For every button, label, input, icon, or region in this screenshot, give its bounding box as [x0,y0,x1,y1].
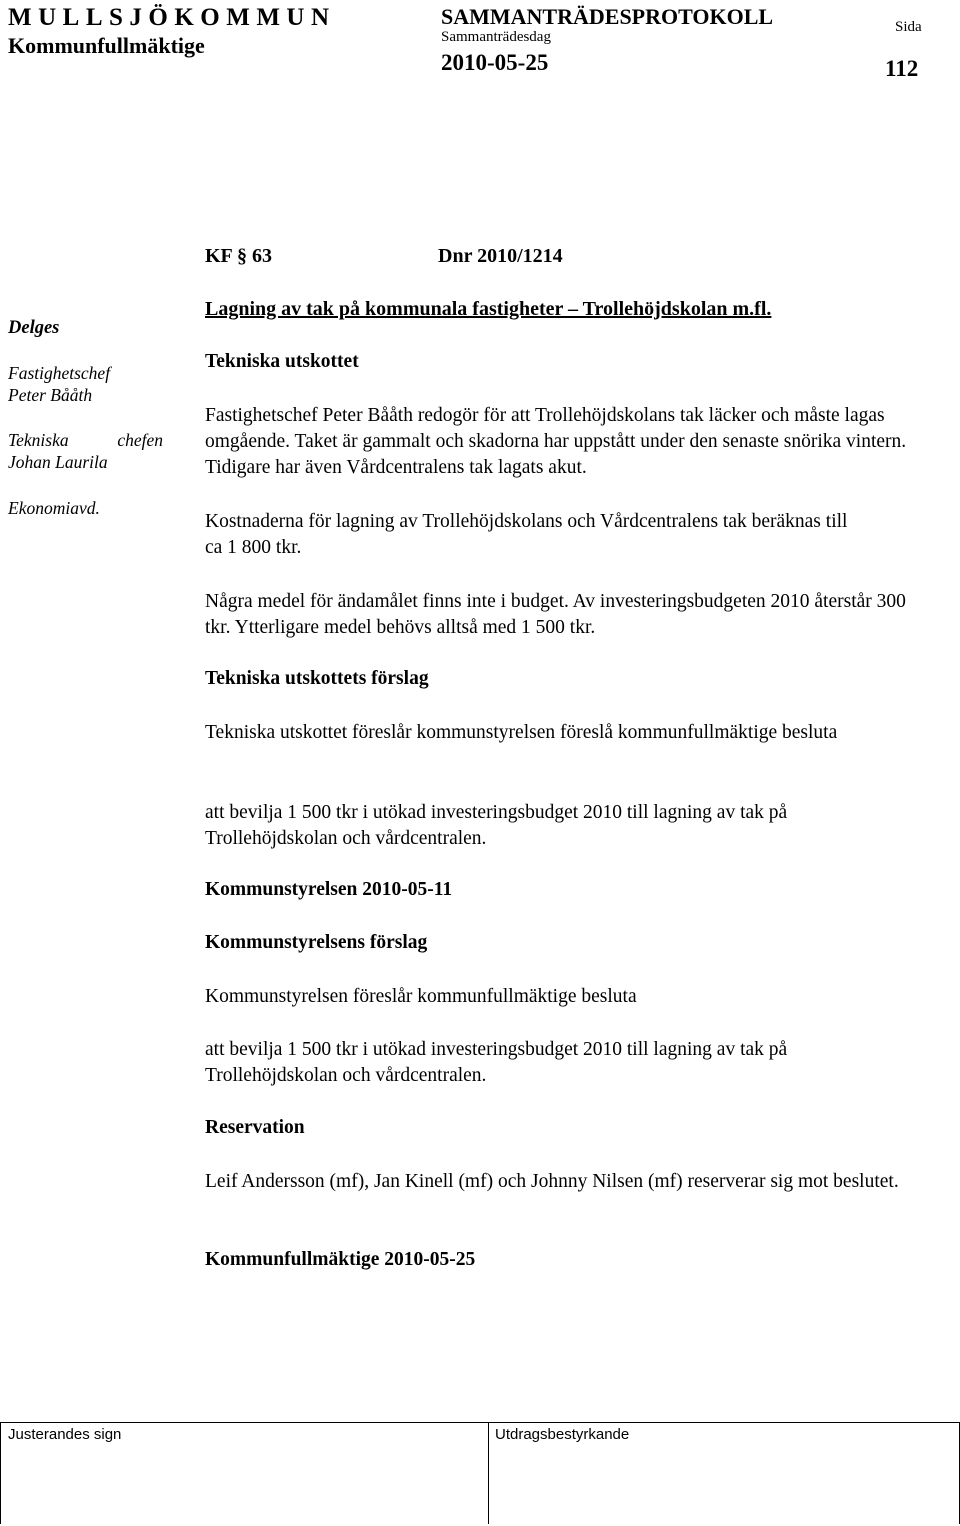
section-heading-tu-forslag: Tekniska utskottets förslag [205,668,429,689]
certification-field-label: Utdragsbestyrkande [495,1426,630,1443]
protocol-title: SAMMANTRÄDESPROTOKOLL [441,4,774,29]
meeting-date-label: Sammanträdesdag [441,29,551,45]
sidebar-line: Johan Laurila [8,452,108,472]
section-heading-reservation: Reservation [205,1117,305,1138]
paragraph-att-sats: att bevilja 1 500 tkr i utökad investeringsbudget 2010 till lagning av tak på Trollehöjdskolan och vårdcentralen. [205,1039,788,1086]
sidebar-title: Delges [8,318,60,338]
case-title: Lagning av tak på kommunala fastigheter – Trollehöjdskolan m.fl. [205,298,772,320]
footer-border-left [0,1422,1,1524]
paragraph-att-sats: att bevilja 1 500 tkr i utökad investeringsbudget 2010 till lagning av tak på Trollehöjdskolan och vårdcentralen. [205,802,788,849]
section-heading-ks-forslag: Kommunstyrelsens förslag [205,932,428,953]
sidebar-word: Tekniska [8,430,69,450]
footer-divider [0,1422,960,1423]
sidebar-word: chefen [117,430,163,450]
paragraph: Fastighetschef Peter Bååth redogör för att Trollehöjdskolans tak läcker och måste lagas omgående. Taket är gammalt och skadorna har uppstått under den senaste snörika vintern. Tidigare har även Vårdcentralens tak lagats akut. [205,405,907,478]
section-heading-kommunstyrelsen: Kommunstyrelsen 2010-05-11 [205,879,453,900]
sidebar-line: Fastighetschef [8,363,111,383]
sidebar-line-recipient [8,430,163,451]
footer-border-middle [488,1422,489,1524]
paragraph: Tekniska utskottet föreslår kommunstyrelsen föreslå kommunfullmäktige besluta [205,722,838,743]
signature-field-label: Justerandes sign [8,1426,122,1443]
sidebar-line: Peter Bååth [8,385,93,405]
paragraph: Kostnaderna för lagning av Trollehöjdskolans och Vårdcentralens tak beräknas till ca 1 800 tkr. [205,511,848,558]
organization-name: MULLSJÖKOMMUN [8,4,336,31]
case-dnr: Dnr 2010/1214 [438,245,563,267]
section-heading-kommunfullmaktige: Kommunfullmäktige 2010-05-25 [205,1249,476,1270]
page-number: 112 [885,56,919,81]
paragraph: Kommunstyrelsen föreslår kommunfullmäktige besluta [205,986,637,1007]
paragraph: Några medel för ändamålet finns inte i budget. Av investeringsbudgeten 2010 återstår 300 tkr. Ytterligare medel behövs alltså med 1 500 tkr. [205,591,906,638]
paragraph: Leif Andersson (mf), Jan Kinell (mf) och Johnny Nilsen (mf) reserverar sig mot beslutet. [205,1171,899,1192]
meeting-date: 2010-05-25 [441,50,549,75]
case-paragraph: KF § 63 [205,245,273,267]
sidebar-line: Ekonomiavd. [8,498,100,518]
section-heading-tekniska-utskottet: Tekniska utskottet [205,351,359,372]
page-label: Sida [895,19,922,35]
body-name: Kommunfullmäktige [8,33,205,58]
